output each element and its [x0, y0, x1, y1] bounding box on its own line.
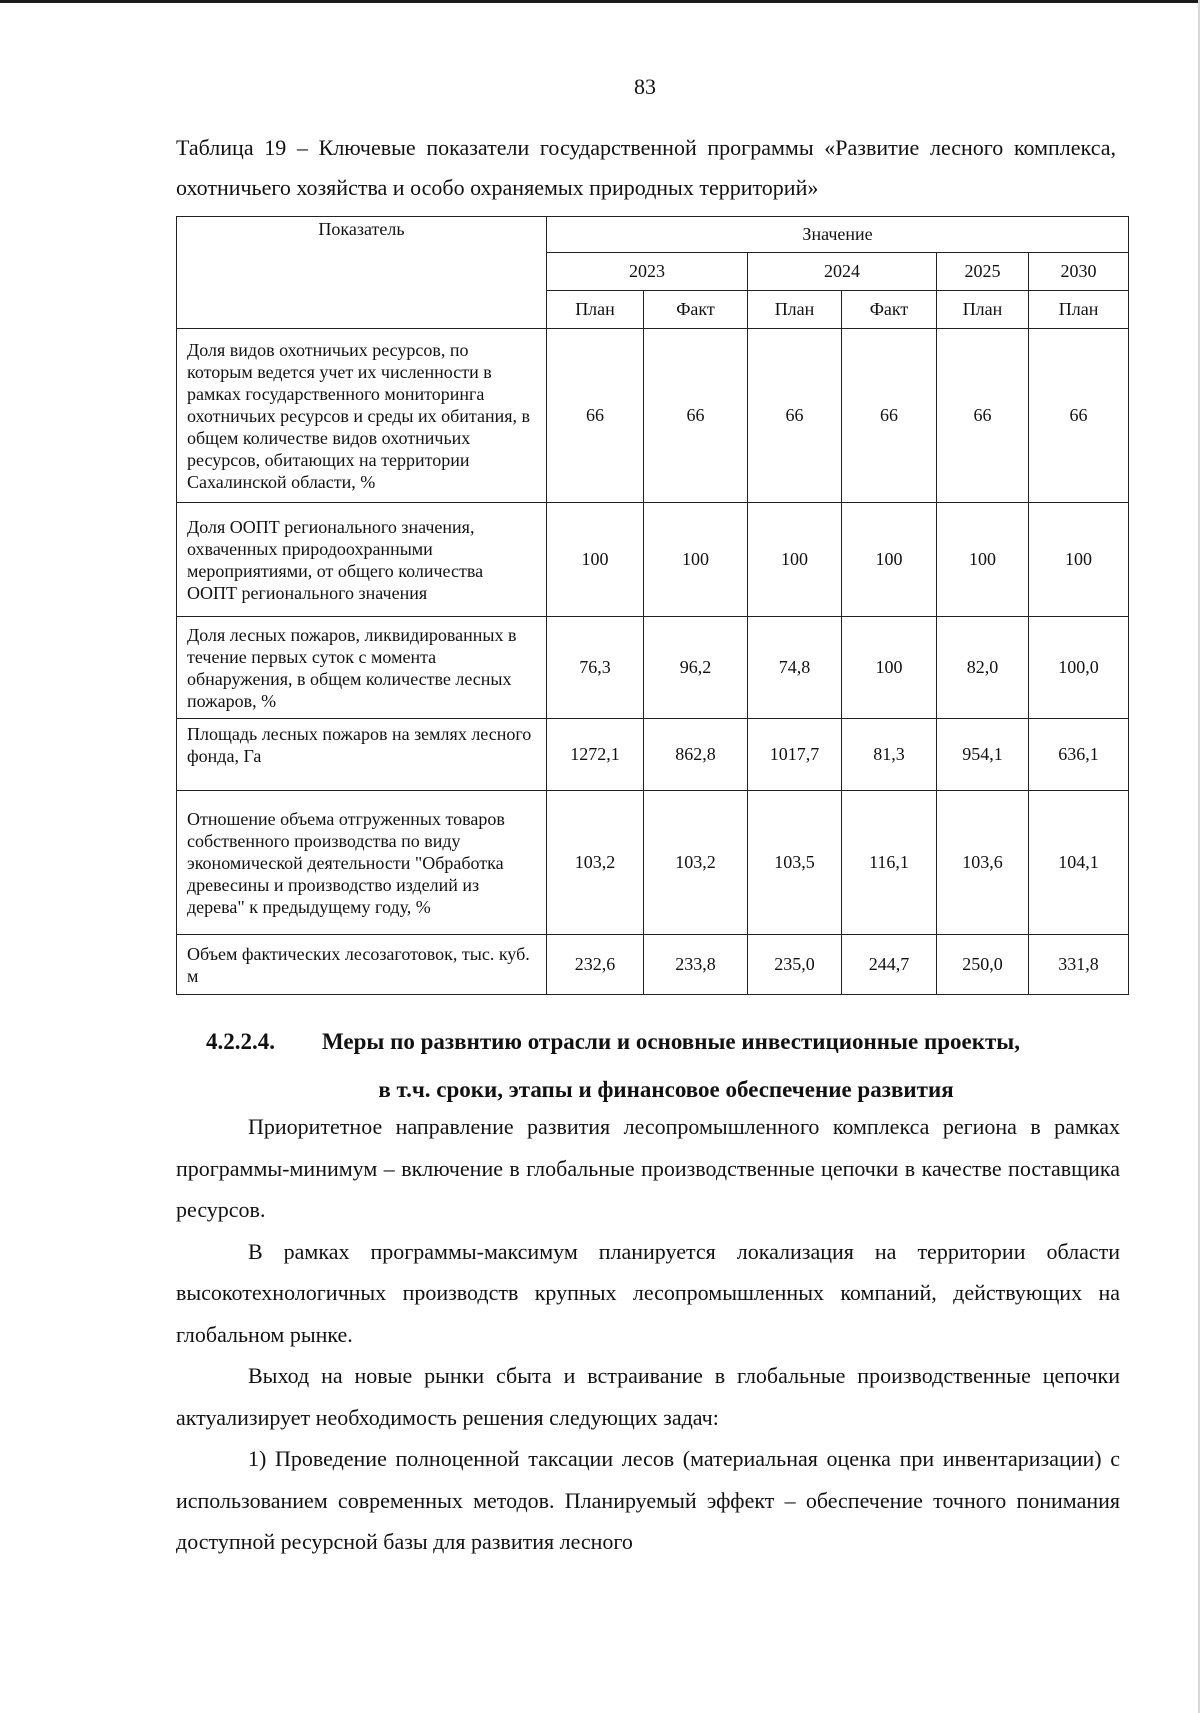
value-cell: 100 — [748, 503, 842, 617]
value-cell: 331,8 — [1029, 935, 1129, 995]
section-number: 4.2.2.4. — [206, 1029, 275, 1054]
indicator-cell: Доля лесных пожаров, ликвидированных в течение первых суток с момента обнаружения, в общем количестве лесных пожаров, % — [177, 617, 547, 719]
value-cell: 66 — [644, 329, 748, 503]
top-border-line — [0, 0, 1200, 3]
value-cell: 66 — [937, 329, 1029, 503]
key-indicators-table — [176, 216, 1129, 995]
value-cell: 100 — [842, 617, 937, 719]
value-cell: 116,1 — [842, 791, 937, 935]
value-cell: 233,8 — [644, 935, 748, 995]
indicator-column-header: Показатель — [177, 217, 547, 329]
value-cell: 250,0 — [937, 935, 1029, 995]
value-cell: 100 — [937, 503, 1029, 617]
table-row — [177, 329, 1129, 503]
value-cell: 244,7 — [842, 935, 937, 995]
indicator-cell: Площадь лесных пожаров на землях лесного фонда, Га — [177, 719, 547, 791]
section-heading — [206, 1018, 1126, 1114]
indicator-cell: Отношение объема отгруженных товаров собственного производства по виду экономической деятельности "Обработка древесины и производство изделий из дерева" к предыдущему году, % — [177, 791, 547, 935]
value-cell: 100 — [644, 503, 748, 617]
value-cell: 96,2 — [644, 617, 748, 719]
fact-header: Факт — [842, 291, 937, 329]
table-row — [177, 617, 1129, 719]
value-cell: 103,5 — [748, 791, 842, 935]
paragraph: В рамках программы-максимум планируется локализация на территории области высокотехнологичных производств крупных лесопромышленных компаний, действующих на глобальном рынке. — [176, 1238, 1120, 1347]
value-cell: 66 — [547, 329, 644, 503]
value-cell: 862,8 — [644, 719, 748, 791]
value-cell: 82,0 — [937, 617, 1029, 719]
plan-header: План — [1029, 291, 1129, 329]
value-cell: 103,2 — [547, 791, 644, 935]
year-header-2030: 2030 — [1029, 253, 1129, 291]
value-cell: 66 — [842, 329, 937, 503]
value-cell: 104,1 — [1029, 791, 1129, 935]
table-caption: Таблица 19 – Ключевые показатели государственной программы «Развитие лесного комплекса, охотничьего хозяйства и особо охраняемых природных территорий» — [176, 135, 1116, 200]
value-column-header: Значение — [547, 217, 1129, 253]
value-cell: 66 — [1029, 329, 1129, 503]
table-row — [177, 719, 1129, 791]
table-row — [177, 935, 1129, 995]
year-header-2025: 2025 — [937, 253, 1029, 291]
value-cell: 100 — [1029, 503, 1129, 617]
plan-header: План — [937, 291, 1029, 329]
indicator-cell: Доля ООПТ регионального значения, охваченных природоохранными мероприятиями, от общего количества ООПТ регионального значения — [177, 503, 547, 617]
paragraph: Приоритетное направление развития лесопромышленного комплекса региона в рамках программы-минимум – включение в глобальные производственные цепочки в качестве поставщика ресурсов. — [176, 1114, 1120, 1222]
value-cell: 1017,7 — [748, 719, 842, 791]
plan-header: План — [748, 291, 842, 329]
value-cell: 100 — [842, 503, 937, 617]
value-cell: 100 — [547, 503, 644, 617]
body-text — [176, 1106, 1120, 1563]
year-header-2023: 2023 — [547, 253, 748, 291]
value-cell: 954,1 — [937, 719, 1029, 791]
value-cell: 103,2 — [644, 791, 748, 935]
value-cell: 76,3 — [547, 617, 644, 719]
value-cell: 103,6 — [937, 791, 1029, 935]
value-cell: 235,0 — [748, 935, 842, 995]
page-number: 83 — [634, 74, 656, 99]
plan-header: План — [547, 291, 644, 329]
value-cell: 74,8 — [748, 617, 842, 719]
table-row — [177, 503, 1129, 617]
indicator-cell: Доля видов охотничьих ресурсов, по которым ведется учет их численности в рамках государственного мониторинга охотничьих ресурсов и среды их обитания, в общем количестве видов охотничьих ресурсов, обитающих на территории Сахалинской области, % — [177, 329, 547, 503]
value-cell: 232,6 — [547, 935, 644, 995]
indicator-cell: Объем фактических лесозаготовок, тыс. куб. м — [177, 935, 547, 995]
value-cell: 1272,1 — [547, 719, 644, 791]
section-title-line1: Меры по развнтию отрасли и основные инвестиционные проекты, — [322, 1029, 1020, 1054]
value-cell: 81,3 — [842, 719, 937, 791]
value-cell: 100,0 — [1029, 617, 1129, 719]
value-cell: 636,1 — [1029, 719, 1129, 791]
paragraph: Выход на новые рынки сбыта и встраивание в глобальные производственные цепочки актуализирует необходимость решения следующих задач: — [176, 1363, 1120, 1430]
section-title-line2: в т.ч. сроки, этапы и финансовое обеспечение развития — [378, 1077, 954, 1102]
fact-header: Факт — [644, 291, 748, 329]
year-header-2024: 2024 — [748, 253, 937, 291]
list-item: 1) Проведение полноценной таксации лесов (материальная оценка при инвентаризации) с использованием современных методов. Планируемый эффект – обеспечение точного понимания доступной ресурсной базы для развития лесного — [176, 1446, 1120, 1554]
value-cell: 66 — [748, 329, 842, 503]
table-row — [177, 791, 1129, 935]
